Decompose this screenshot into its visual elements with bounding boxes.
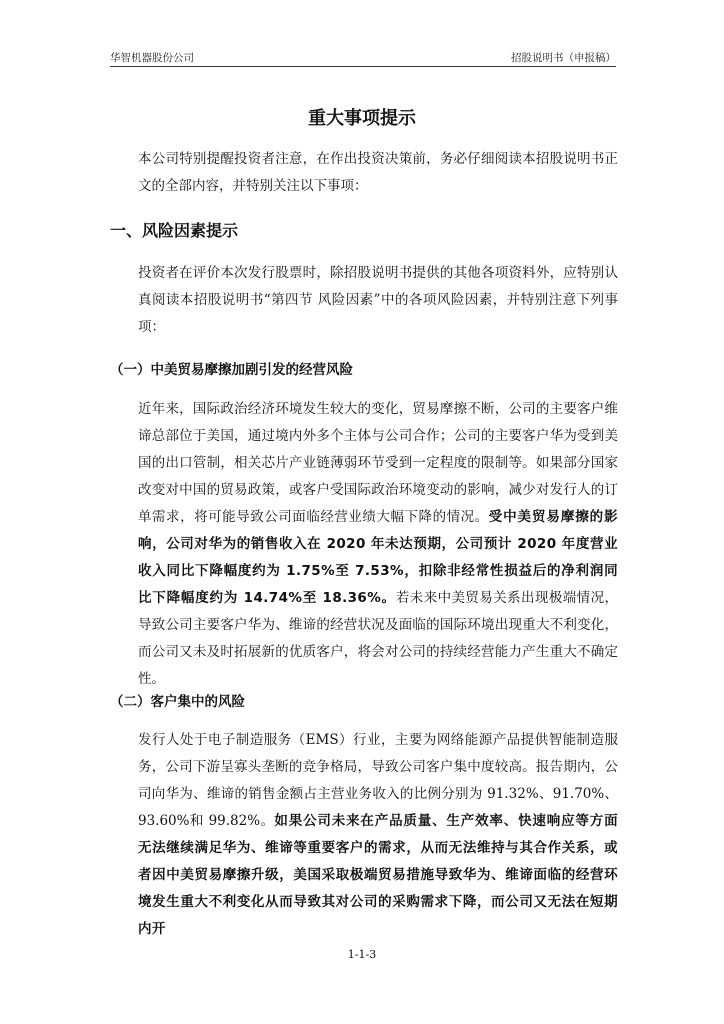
risk2-paragraph	[110, 727, 618, 943]
section1-heading: 一、风险因素提示	[110, 221, 239, 240]
section1-text: 投资者在评价本次发行股票时，除招股说明书提供的其他各项资料外，应特别认真阅读本招股说明书“第四节 风险因素”中的各项风险因素，并特别注意下列事项：	[138, 265, 618, 335]
intro-paragraph	[110, 146, 618, 200]
risk1-paragraph	[110, 396, 618, 693]
risk2-text-a: 发行人处于电子制造服务（EMS）行业，主要为网络能源产品提供智能制造服务，公司下游呈寡头垄断的竞争格局，导致公司客户集中度较高。报告期内，公司向华为、维谛的销售金额占主营业务收入的比例分别为 91.32%、91.70%、93.60%和 99.82%。	[138, 732, 618, 829]
intro-text: 本公司特别提醒投资者注意，在作出投资决策前，务必仔细阅读本招股说明书正文的全部内容，并特别关注以下事项：	[138, 151, 618, 194]
header-doc-type: 招股说明书（申报稿）	[511, 52, 616, 64]
header-company: 华智机器股份公司	[110, 52, 194, 64]
risk1-text-bold: 受中美贸易摩擦的影响，公司对华为的销售收入在 2020 年未达预期，公司预计 2020 年度营业收入同比下降幅度约为 1.75%至 7.53%，扣除非经常性损益后的净利润同比下降幅度约为 14.74%至 18.36%。	[138, 509, 619, 606]
risk2-text-bold: 如果公司未来在产品质量、生产效率、快速响应等方面无法继续满足华为、维谛等重要客户的需求，从而无法维持与其合作关系，或者因中美贸易摩擦升级，美国采取极端贸易措施导致华为、维谛面临的经营环境发生重大不利变化从而导致其对公司的采购需求下降，而公司又无法在短期内开	[138, 813, 618, 937]
page-number: 1-1-3	[347, 948, 377, 961]
section1-paragraph	[110, 260, 618, 341]
risk2-heading: （二）客户集中的风险	[110, 694, 245, 710]
page-header	[110, 50, 616, 67]
risk1-text-b: 若未来中美贸易关系出现极端情况，导致公司主要客户华为、维谛的经营状况及面临的国际环境出现重大不利变化，而公司又未及时拓展新的优质客户，将会对公司的持续经营能力产生重大不确定性。	[138, 590, 619, 687]
risk1-heading: （一）中美贸易摩擦加剧引发的经营风险	[110, 362, 353, 378]
page-title: 重大事项提示	[308, 108, 416, 129]
risk1-text-a: 近年来，国际政治经济环境发生较大的变化，贸易摩擦不断，公司的主要客户维谛总部位于美国，通过境内外多个主体与公司合作；公司的主要客户华为受到美国的出口管制，相关芯片产业链薄弱环节受到一定程度的限制等。如果部分国家改变对中国的贸易政策，或客户受国际政治环境变动的影响，减少对发行人的订单需求，将可能导致公司面临经营业绩大幅下降的情况。	[138, 401, 618, 525]
